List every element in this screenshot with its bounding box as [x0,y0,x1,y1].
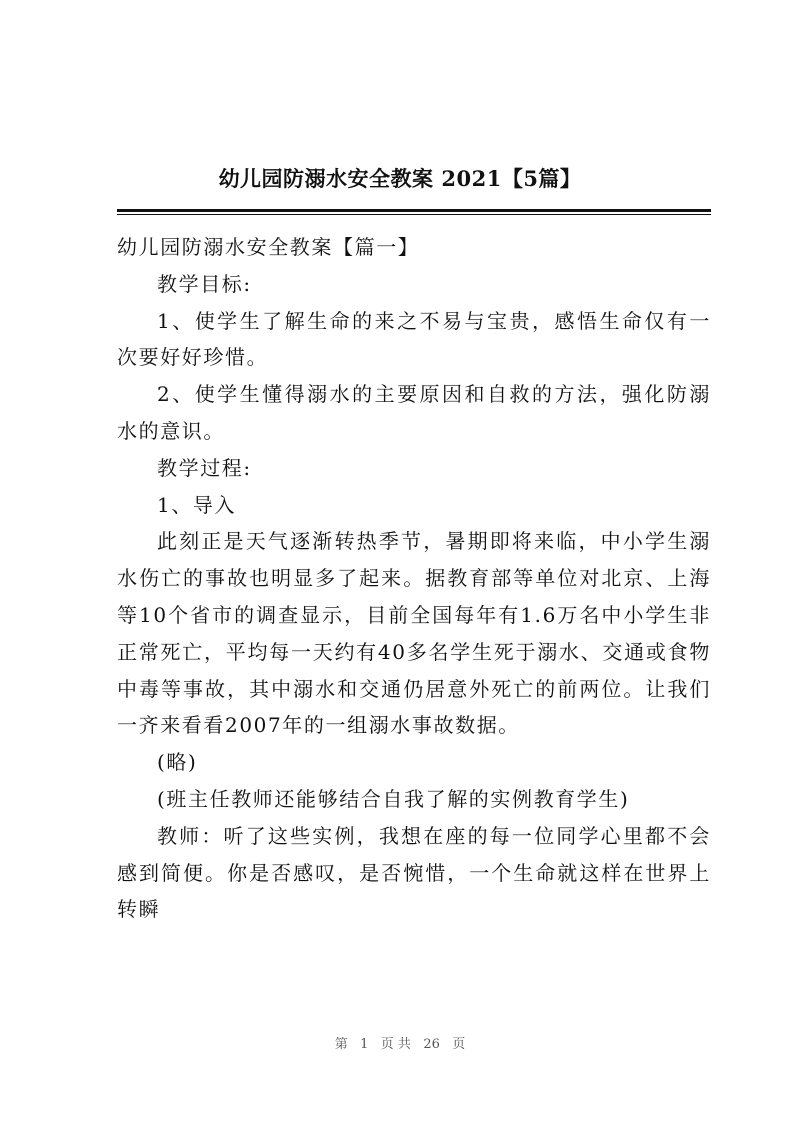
title-divider-thin [117,214,711,215]
page-footer [0,1033,800,1052]
title-divider-thick [117,209,711,212]
paragraph: (班主任教师还能够结合自我了解的实例教育学生) [157,786,630,811]
footer-total-pages: 26 [423,1037,440,1052]
section-heading: 幼儿园防溺水安全教案【篇一】 [117,235,420,259]
paragraph: 教学过程: [157,455,252,480]
footer-label-of: 页 共 [380,1037,411,1052]
paragraph: (略) [157,750,198,775]
paragraph: 教学目标: [157,271,252,296]
document-body [117,229,711,928]
paragraph: 1、使学生了解生命的来之不易与宝贵，感悟生命仅有一次要好好珍惜。 [117,308,711,370]
paragraph: 2、使学生懂得溺水的主要原因和自救的方法，强化防溺水的意识。 [117,382,711,443]
footer-current-page: 1 [360,1037,369,1052]
footer-label-pages: 页 [452,1037,466,1052]
paragraph: 教师：听了这些实例，我想在座的每一位同学心里都不会感到简便。你是否感叹，是否惋惜，一个生命就这样在世界上转瞬 [117,823,711,922]
document-title: 幼儿园防溺水安全教案 2021【5篇】 [218,166,582,191]
paragraph: 此刻正是天气逐渐转热季节，暑期即将来临，中小学生溺水伤亡的事故也明显多了起来。据教育部等单位对北京、上海等10个省市的调查显示，目前全国每年有1.6万名中小学生非正常死亡，平均每一天约有40多名学生死于溺水、交通或食物中毒等事故，其中溺水和交通仍居意外死亡的前两位。让我们一齐来看看2007年的一组溺水事故数据。 [117,529,711,738]
footer-label-page: 第 [334,1037,348,1052]
paragraph: 1、导入 [157,492,237,517]
